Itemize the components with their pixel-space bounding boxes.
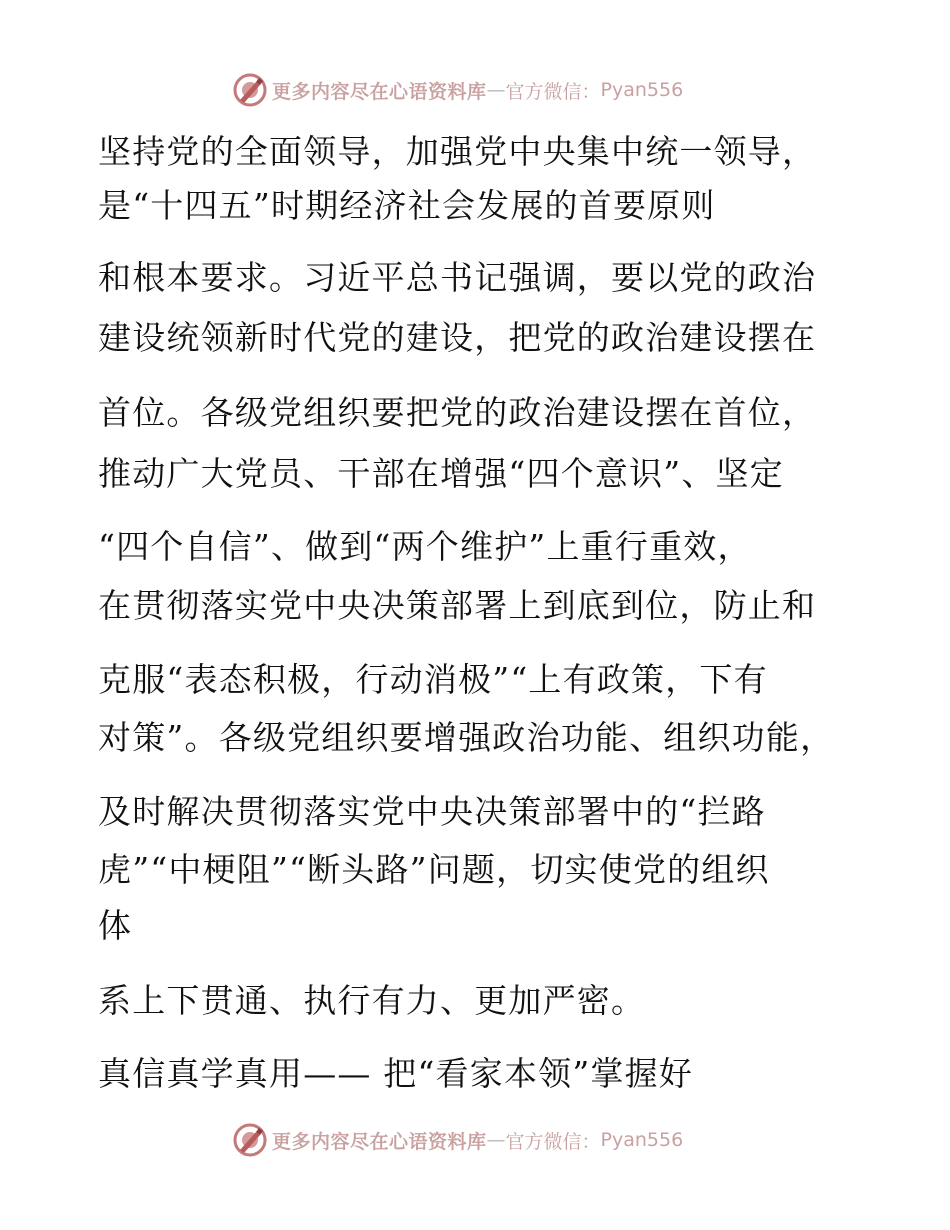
header-watermark <box>232 72 683 108</box>
pen-logo-icon <box>232 72 268 108</box>
body-line: “四个自信”、做到“两个维护”上重行重效， <box>98 527 752 566</box>
watermark-separator: — <box>486 79 506 101</box>
body-line: 克服“表态积极，行动消极”“上有政策，下有 <box>98 660 768 699</box>
body-line: 推动广大党员、干部在增强“四个意识”、坚定 <box>98 454 784 493</box>
body-line: 体 <box>98 906 133 945</box>
watermark-main-text: 更多内容尽在心语资料库 <box>272 80 487 103</box>
body-line: 建设统领新时代党的建设，把党的政治建设摆在 <box>98 318 817 357</box>
pen-logo-icon <box>232 1122 268 1158</box>
watermark-wechat-label: 官方微信： <box>505 80 601 103</box>
body-line: 坚持党的全面领导，加强党中央集中统一领导， <box>98 132 817 171</box>
body-line: 首位。各级党组织要把党的政治建设摆在首位， <box>98 393 817 432</box>
body-line: 真信真学真用—— 把“看家本领”掌握好 <box>98 1054 694 1093</box>
body-line: 系上下贯通、执行有力、更加严密。 <box>98 981 646 1020</box>
watermark-wechat-label: 官方微信： <box>505 1130 601 1153</box>
body-line: 和根本要求。习近平总书记强调，要以党的政治 <box>98 258 817 297</box>
body-line: 及时解决贯彻落实党中央决策部署中的“拦路 <box>98 792 766 831</box>
watermark-separator: — <box>486 1129 506 1151</box>
body-line: 虎”“中梗阻”“断头路”问题，切实使党的组织 <box>98 850 770 889</box>
body-line: 对策”。各级党组织要增强政治功能、组织功能， <box>98 718 835 757</box>
watermark-main-text: 更多内容尽在心语资料库 <box>272 1130 487 1153</box>
body-line: 是“十四五”时期经济社会发展的首要原则 <box>98 186 716 225</box>
watermark-wechat-id: Pyan556 <box>600 79 684 101</box>
body-line: 在贯彻落实党中央决策部署上到底到位，防止和 <box>98 586 817 625</box>
watermark-wechat-id: Pyan556 <box>600 1129 684 1151</box>
footer-watermark <box>232 1122 683 1158</box>
